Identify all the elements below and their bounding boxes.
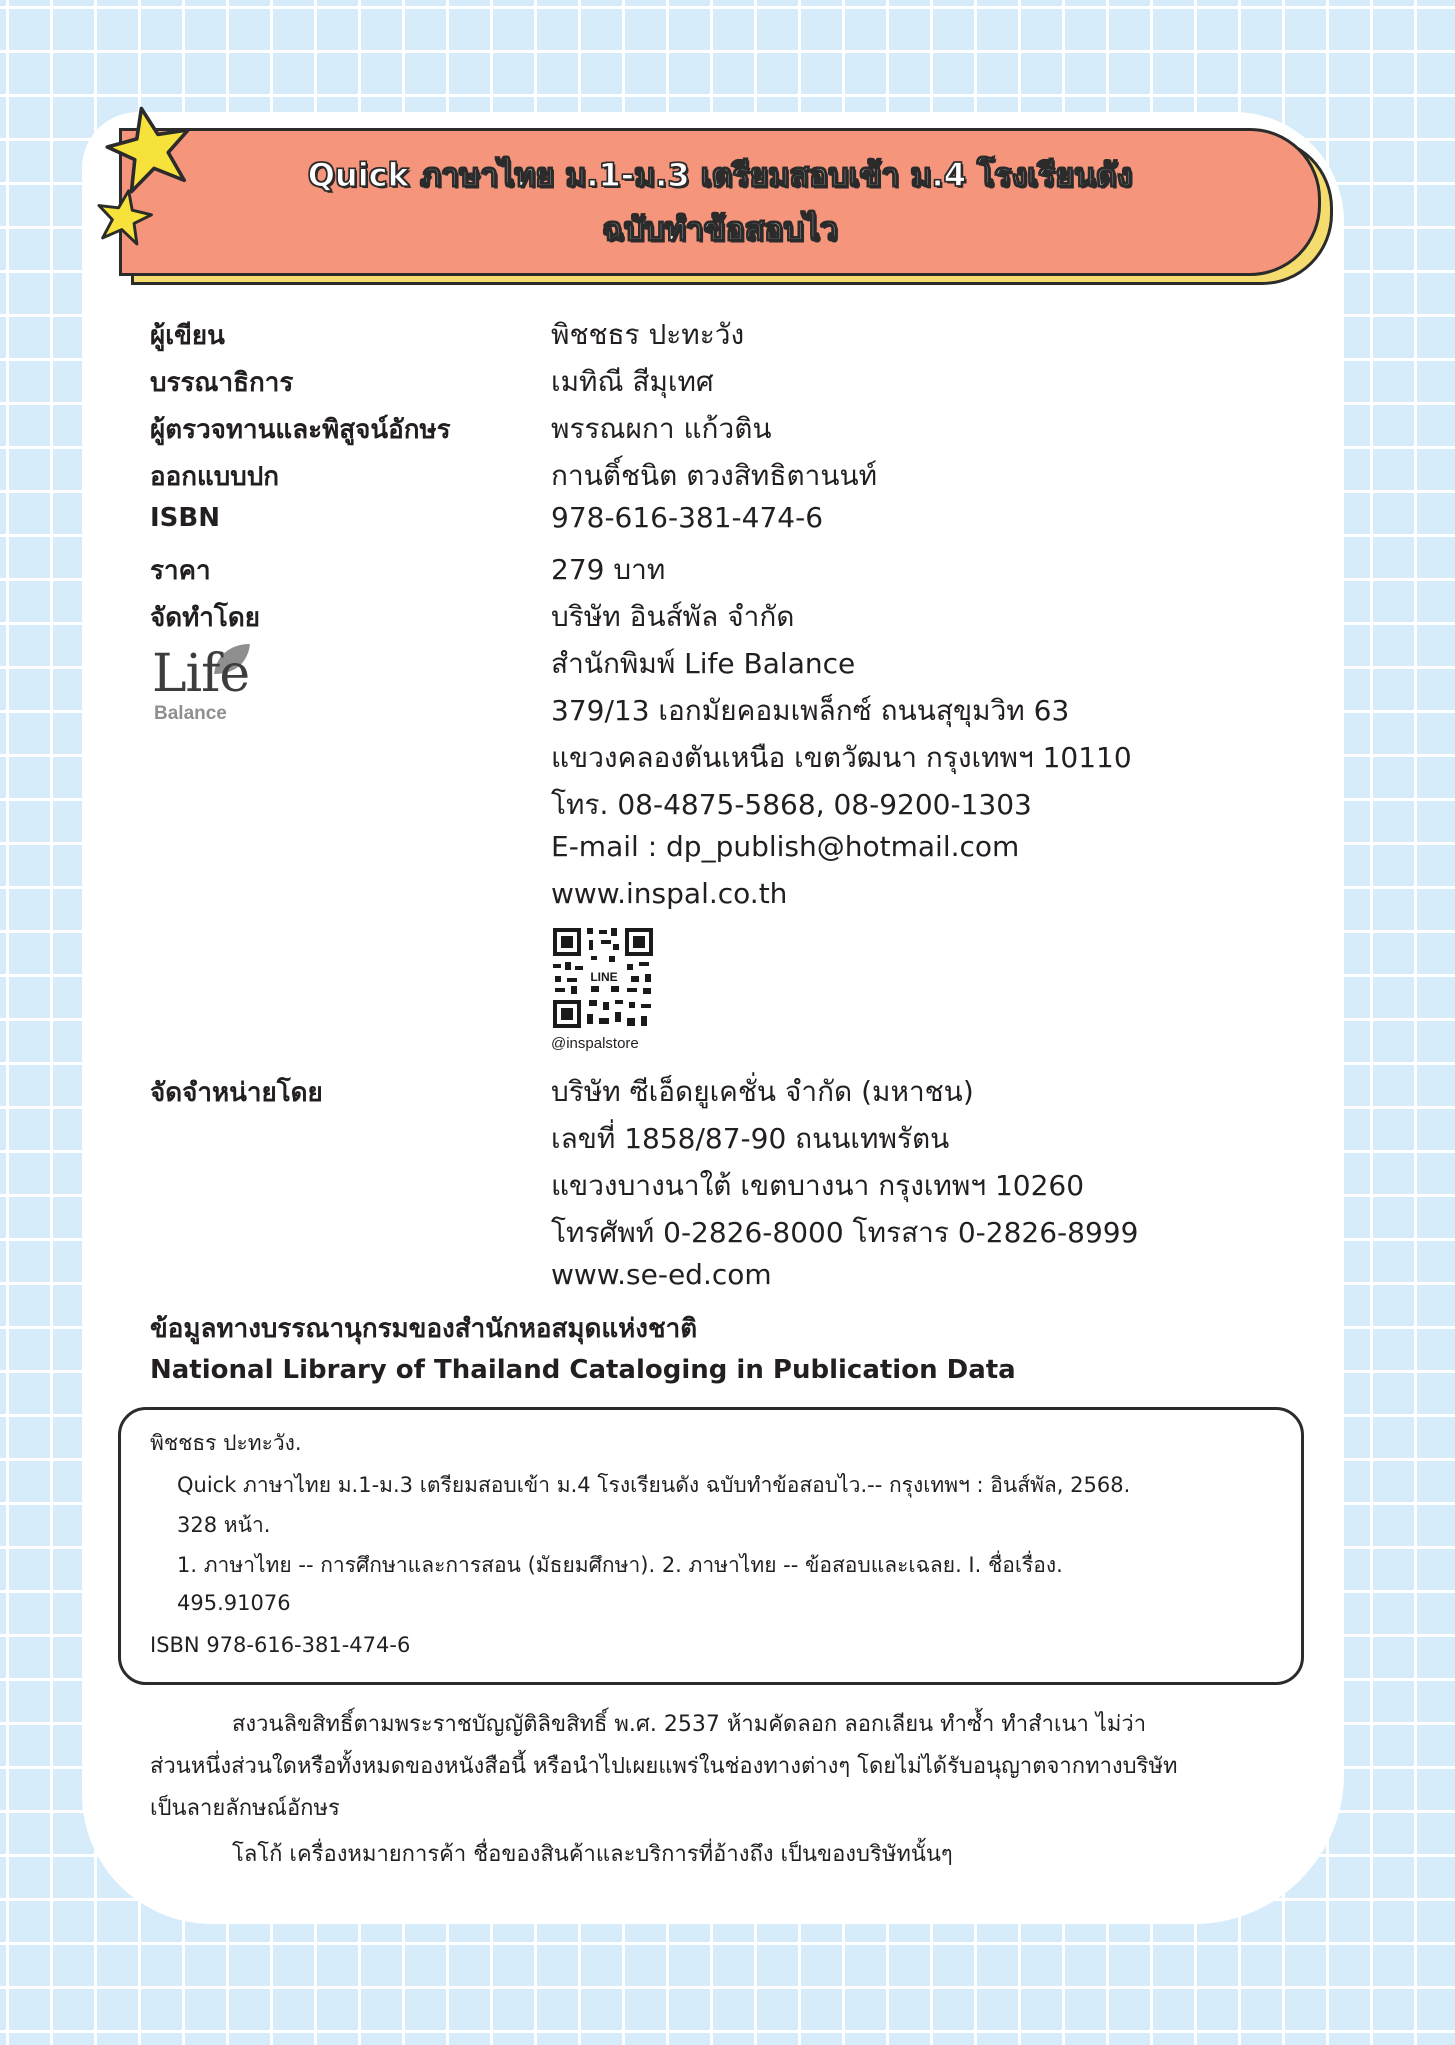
star-icon-large [104, 104, 196, 194]
line-account-caption: @inspalstore [551, 1035, 639, 1052]
publisher-logo [150, 640, 270, 736]
credit-value-price: 279 บาท [551, 553, 666, 586]
distributor-line: เลขที่ 1858/87-90 ถนนเทพรัตน [551, 1122, 950, 1155]
credit-value-producer: บริษัท อินส์พัล จำกัด [551, 600, 795, 633]
credit-label-cover-design: ออกแบบปก [150, 462, 279, 492]
credit-value-author: พิชชธร ปะทะวัง [551, 318, 745, 351]
publisher-line: แขวงคลองตันเหนือ เขตวัฒนา กรุงเทพฯ 10110 [551, 741, 1132, 774]
cip-isbn: ISBN 978-616-381-474-6 [150, 1633, 411, 1657]
credit-value-cover-design: กานติ์ชนิต ตวงสิทธิตานนท์ [551, 459, 878, 492]
publisher-line: สำนักพิมพ์ Life Balance [551, 647, 856, 680]
title-banner [119, 128, 1321, 276]
distributor-line: บริษัท ซีเอ็ดยูเคชั่น จำกัด (มหาชน) [551, 1075, 974, 1108]
distributor-website: www.se-ed.com [551, 1258, 772, 1291]
publisher-line: 379/13 เอกมัยคอมเพล็กซ์ ถนนสุขุมวิท 63 [551, 694, 1070, 727]
distributor-line: แขวงบางนาใต้ เขตบางนา กรุงเทพฯ 10260 [551, 1169, 1085, 1202]
credit-label-proofreader: ผู้ตรวจทานและพิสูจน์อักษร [150, 415, 451, 445]
credit-label-editor: บรรณาธิการ [150, 368, 294, 398]
distributor-line: โทรศัพท์ 0-2826-8000 โทรสาร 0-2826-8999 [551, 1216, 1139, 1249]
qr-line-label: LINE [590, 970, 618, 984]
cip-pages: 328 หน้า. [177, 1513, 271, 1537]
publisher-email: E-mail : dp_publish@hotmail.com [551, 830, 1020, 863]
line-qr-code [551, 926, 655, 1030]
book-title-line-1: Quick ภาษาไทย ม.1-ม.3 เตรียมสอบเข้า ม.4 โรงเรียนดัง [307, 156, 1133, 194]
copyright-notice-line: เป็นลายลักษณ์อักษร [150, 1796, 340, 1821]
copyright-notice-line: ส่วนหนึ่งส่วนใดหรือทั้งหมดของหนังสือนี้ หรือนำไปเผยแพร่ในช่องทางต่างๆ โดยไม่ได้รับอนุญาตจากทางบริษัท [150, 1754, 1178, 1779]
credit-value-isbn: 978-616-381-474-6 [551, 501, 824, 534]
cip-classification: 495.91076 [177, 1591, 291, 1615]
trademark-notice: โลโก้ เครื่องหมายการค้า ชื่อของสินค้าและบริการที่อ้างถึง เป็นของบริษัทนั้นๆ [232, 1842, 953, 1867]
distributor-label: จัดจำหน่ายโดย [150, 1078, 323, 1108]
credit-label-producer: จัดทำโดย [150, 603, 260, 633]
credit-label-author: ผู้เขียน [150, 321, 225, 351]
logo-word: Life [152, 644, 250, 704]
credit-value-editor: เมทิณี สีมุเทศ [551, 365, 714, 398]
copyright-notice-line: สงวนลิขสิทธิ์ตามพระราชบัญญัติลิขสิทธิ์ พ.ศ. 2537 ห้ามคัดลอก ลอกเลียน ทำซ้ำ ทำสำเนา ไม่ว่า [232, 1712, 1147, 1737]
cip-subjects: 1. ภาษาไทย -- การศึกษาและการสอน (มัธยมศึกษา). 2. ภาษาไทย -- ข้อสอบและเฉลย. I. ชื่อเรื่อง. [177, 1553, 1063, 1577]
cip-author: พิชชธร ปะทะวัง. [150, 1431, 302, 1455]
star-icon-small [94, 188, 154, 246]
publisher-website: www.inspal.co.th [551, 877, 788, 910]
cip-title: Quick ภาษาไทย ม.1-ม.3 เตรียมสอบเข้า ม.4 โรงเรียนดัง ฉบับทำข้อสอบไว.-- กรุงเทพฯ : อินส์พัล, 2568. [177, 1473, 1131, 1497]
cip-heading-english: National Library of Thailand Cataloging in Publication Data [150, 1355, 1016, 1385]
credit-label-isbn: ISBN [150, 503, 220, 533]
cip-heading-thai: ข้อมูลทางบรรณานุกรมของสำนักหอสมุดแห่งชาติ [150, 1314, 698, 1344]
credit-value-proofreader: พรรณผกา แก้วติน [551, 412, 772, 445]
logo-subword: Balance [154, 703, 227, 724]
publisher-line: โทร. 08-4875-5868, 08-9200-1303 [551, 788, 1032, 821]
book-title-line-2: ฉบับทำข้อสอบไว [602, 210, 838, 248]
credit-label-price: ราคา [150, 556, 211, 586]
